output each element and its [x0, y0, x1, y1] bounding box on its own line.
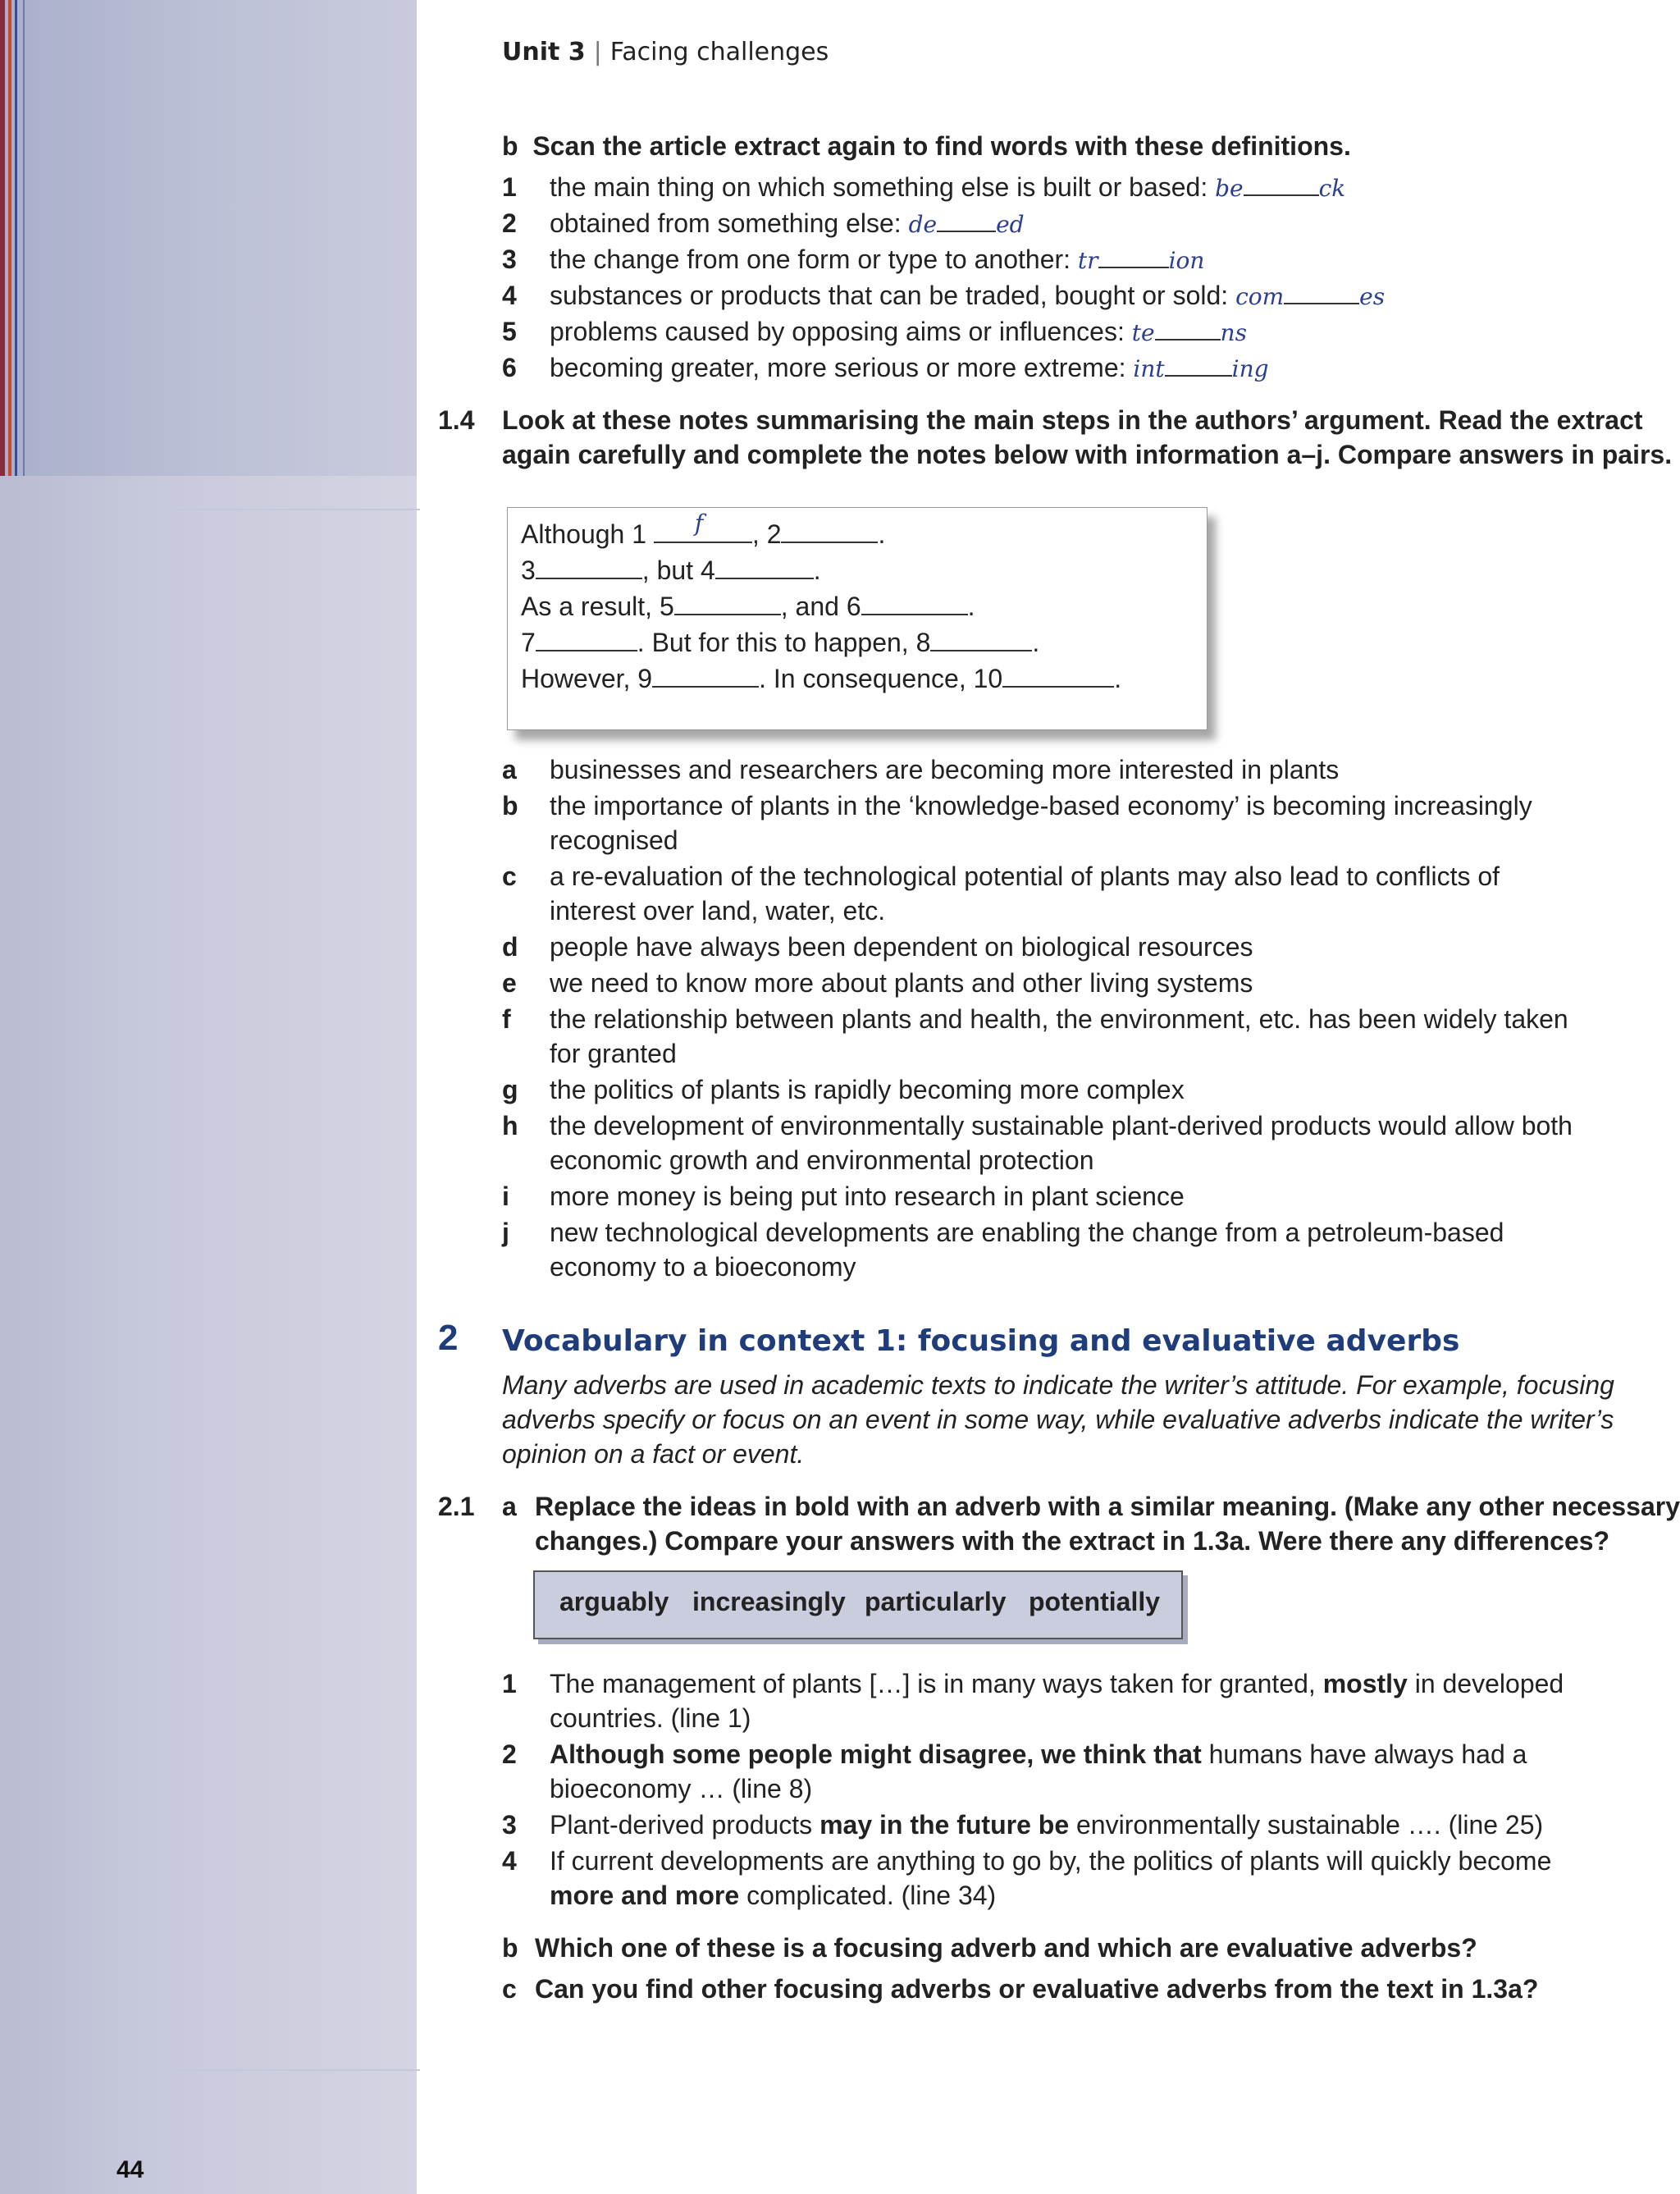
section-number: 2: [438, 1318, 459, 1358]
item-number: 4: [502, 1846, 517, 1876]
option-text: economic growth and environmental protection: [550, 1145, 1094, 1175]
answer-blank[interactable]: [861, 592, 968, 615]
notes-text: .: [878, 519, 886, 549]
sentence-item: [550, 1738, 1527, 1771]
sentence-text: in developed: [1407, 1669, 1564, 1698]
sentence-item: [550, 1667, 1564, 1700]
exercise-instruction: Replace the ideas in bold with an adverb with a similar meaning. (Make any other necessary: [535, 1492, 1680, 1521]
handwritten-answer: es: [1359, 283, 1386, 310]
notes-text: 3: [521, 555, 536, 585]
option-text: for granted: [550, 1039, 677, 1068]
option-text: the development of environmentally sustainable plant-derived products would allow both: [550, 1111, 1573, 1140]
item-number: 2: [502, 1739, 517, 1769]
sentence-text: complicated. (line 34): [739, 1881, 997, 1910]
handwritten-answer: f: [694, 510, 704, 537]
notes-text: .: [1032, 628, 1040, 657]
answer-blank[interactable]: [654, 510, 752, 543]
option-letter: i: [502, 1182, 509, 1211]
section-intro: adverbs specify or focus on an event in some way, while evaluative adverbs indicate the writer’s: [502, 1405, 1614, 1434]
notes-text: , 2: [751, 519, 782, 549]
answer-blank[interactable]: [715, 556, 814, 579]
sentence-item: [550, 1808, 1543, 1841]
sentence-text: countries. (line 1): [550, 1703, 751, 1733]
section-intro: opinion on a fact or event.: [502, 1439, 805, 1469]
notes-text: , but 4: [641, 555, 715, 585]
handwritten-answer: ed: [996, 211, 1025, 238]
answer-blank[interactable]: [536, 628, 637, 651]
answer-blank[interactable]: [1244, 173, 1319, 196]
option-text: we need to know more about plants and other living systems: [550, 968, 1253, 998]
option-text: interest over land, water, etc.: [550, 896, 886, 926]
handwritten-answer: ns: [1220, 319, 1247, 346]
exercise-question: Can you find other focusing adverbs or evaluative adverbs from the text in 1.3a?: [535, 1974, 1539, 2004]
option-text: new technological developments are enabling the change from a petroleum-based: [550, 1218, 1504, 1247]
answer-blank[interactable]: [781, 520, 878, 543]
handwritten-answer: ck: [1318, 175, 1346, 202]
notes-text: As a result, 5: [521, 592, 674, 621]
item-number: 3: [502, 1810, 517, 1840]
option-letter: b: [502, 791, 518, 820]
exercise-letter: b: [502, 131, 518, 161]
answer-blank[interactable]: [1098, 245, 1169, 268]
notes-line: [521, 590, 975, 623]
running-header: [502, 38, 829, 66]
item-number: 6: [502, 353, 517, 382]
notes-line: [521, 662, 1121, 695]
sentence-text: humans have always had a: [1201, 1739, 1527, 1769]
item-number: 3: [502, 245, 517, 274]
handwritten-answer: int: [1133, 355, 1165, 382]
section-title: Vocabulary in context 1: focusing and evaluative adverbs: [502, 1324, 1460, 1358]
notes-text: However, 9: [521, 664, 653, 693]
handwritten-answer: be: [1215, 175, 1244, 202]
option-letter: j: [502, 1218, 509, 1247]
notes-text: .: [967, 592, 975, 621]
option-letter: h: [502, 1111, 518, 1140]
definition-item: [550, 171, 1345, 205]
handwritten-answer: tr: [1077, 247, 1098, 274]
option-letter: c: [502, 862, 517, 891]
sentence-text: The management of plants […] is in many ways taken for granted,: [550, 1669, 1323, 1698]
answer-blank[interactable]: [937, 209, 996, 232]
word-option: particularly: [865, 1587, 1007, 1616]
sentence-text: environmentally sustainable …. (line 25): [1069, 1810, 1544, 1840]
exercise-letter: c: [502, 1974, 517, 2004]
answer-blank[interactable]: [1002, 665, 1114, 688]
definition-item: [550, 315, 1247, 350]
handwritten-answer: ing: [1231, 355, 1269, 382]
item-number: 4: [502, 281, 517, 310]
answer-blank[interactable]: [1155, 318, 1221, 341]
handwritten-answer: ion: [1168, 247, 1205, 274]
answer-blank[interactable]: [674, 592, 781, 615]
notes-text: .: [1114, 664, 1122, 693]
handwritten-answer: de: [908, 211, 938, 238]
exercise-instruction: changes.) Compare your answers with the extract in 1.3a. Were there any differences?: [535, 1526, 1610, 1556]
definition-item: [550, 279, 1385, 313]
exercise-letter: a: [502, 1492, 517, 1521]
handwritten-answer: te: [1131, 319, 1155, 346]
option-text: the relationship between plants and health, the environment, etc. has been widely taken: [550, 1004, 1568, 1034]
sentence-bold: more and more: [550, 1881, 740, 1910]
answer-blank[interactable]: [536, 556, 642, 579]
option-text: economy to a bioeconomy: [550, 1252, 856, 1282]
notes-line: [521, 626, 1039, 659]
notes-line: [521, 554, 821, 587]
notes-text: . In consequence, 10: [759, 664, 1003, 693]
exercise-letter: b: [502, 1933, 518, 1963]
answer-blank[interactable]: [652, 665, 759, 688]
answer-blank[interactable]: [1165, 354, 1232, 377]
item-number: 5: [502, 317, 517, 346]
answer-blank[interactable]: [930, 628, 1032, 651]
option-letter: a: [502, 755, 517, 784]
sentence-bold: Although some people might disagree, we think that: [550, 1739, 1202, 1769]
page-number: 44: [116, 2156, 144, 2183]
handwritten-answer: com: [1235, 283, 1285, 310]
definition-item: [550, 243, 1204, 277]
definition-item: [550, 351, 1269, 386]
item-number: 2: [502, 208, 517, 238]
sentence-item: [550, 1879, 996, 1912]
item-number: 1: [502, 172, 517, 202]
definition-text: substances or products that can be traded, bought or sold:: [550, 281, 1229, 310]
notes-text: .: [813, 555, 821, 585]
option-text: recognised: [550, 825, 678, 855]
option-text: the importance of plants in the ‘knowledge-based economy’ is becoming increasingly: [550, 791, 1532, 820]
option-text: the politics of plants is rapidly becoming more complex: [550, 1075, 1185, 1104]
option-letter: e: [502, 968, 517, 998]
word-option: potentially: [1029, 1587, 1161, 1616]
definition-text: obtained from something else:: [550, 208, 902, 238]
word-box: [533, 1570, 1183, 1639]
option-text: more money is being put into research in plant science: [550, 1182, 1185, 1211]
notes-text: , and 6: [780, 592, 861, 621]
option-letter: d: [502, 932, 518, 962]
unit-title: Facing challenges: [609, 38, 829, 66]
option-text: businesses and researchers are becoming more interested in plants: [550, 755, 1340, 784]
sentence-bold: mostly: [1322, 1669, 1408, 1698]
option-letter: g: [502, 1075, 518, 1104]
notes-text: 7: [521, 628, 536, 657]
item-number: 1: [502, 1669, 517, 1698]
notes-box: [507, 507, 1208, 730]
exercise-question: Which one of these is a focusing adverb and which are evaluative adverbs?: [535, 1933, 1477, 1963]
exercise-instruction: Look at these notes summarising the main steps in the authors’ argument. Read the extract: [502, 405, 1643, 435]
definition-text: becoming greater, more serious or more extreme:: [550, 353, 1126, 382]
word-option: increasingly: [692, 1587, 846, 1616]
exercise-instruction: Scan the article extract again to find words with these definitions.: [532, 131, 1351, 161]
sentence-text: bioeconomy … (line 8): [550, 1774, 813, 1803]
exercise-number: 2.1: [438, 1492, 475, 1521]
definition-item: [550, 207, 1025, 241]
option-text: people have always been dependent on biological resources: [550, 932, 1253, 962]
exercise-number: 1.4: [438, 405, 475, 435]
sentence-bold: may in the future be: [819, 1810, 1070, 1840]
word-option: arguably: [559, 1587, 669, 1616]
notes-text: . But for this to happen, 8: [637, 628, 931, 657]
definition-text: problems caused by opposing aims or influences:: [550, 317, 1125, 346]
answer-blank[interactable]: [1284, 281, 1359, 304]
option-text: a re-evaluation of the technological potential of plants may also lead to conflicts of: [550, 862, 1500, 891]
section-intro: Many adverbs are used in academic texts to indicate the writer’s attitude. For example, focusing: [502, 1370, 1614, 1400]
notes-line: [521, 510, 886, 551]
header-separator: |: [593, 38, 602, 66]
unit-label: Unit 3: [502, 38, 586, 66]
definition-text: the main thing on which something else is built or based:: [550, 172, 1208, 202]
definition-text: the change from one form or type to another:: [550, 245, 1071, 274]
exercise-b-heading: [502, 130, 1351, 162]
sentence-text: If current developments are anything to go by, the politics of plants will quickly become: [550, 1846, 1552, 1876]
option-letter: f: [502, 1004, 511, 1034]
sentence-text: Plant-derived products: [550, 1810, 820, 1840]
notes-text: Although 1: [521, 519, 647, 549]
exercise-instruction: again carefully and complete the notes below with information a–j. Compare answers in pairs.: [502, 440, 1673, 469]
